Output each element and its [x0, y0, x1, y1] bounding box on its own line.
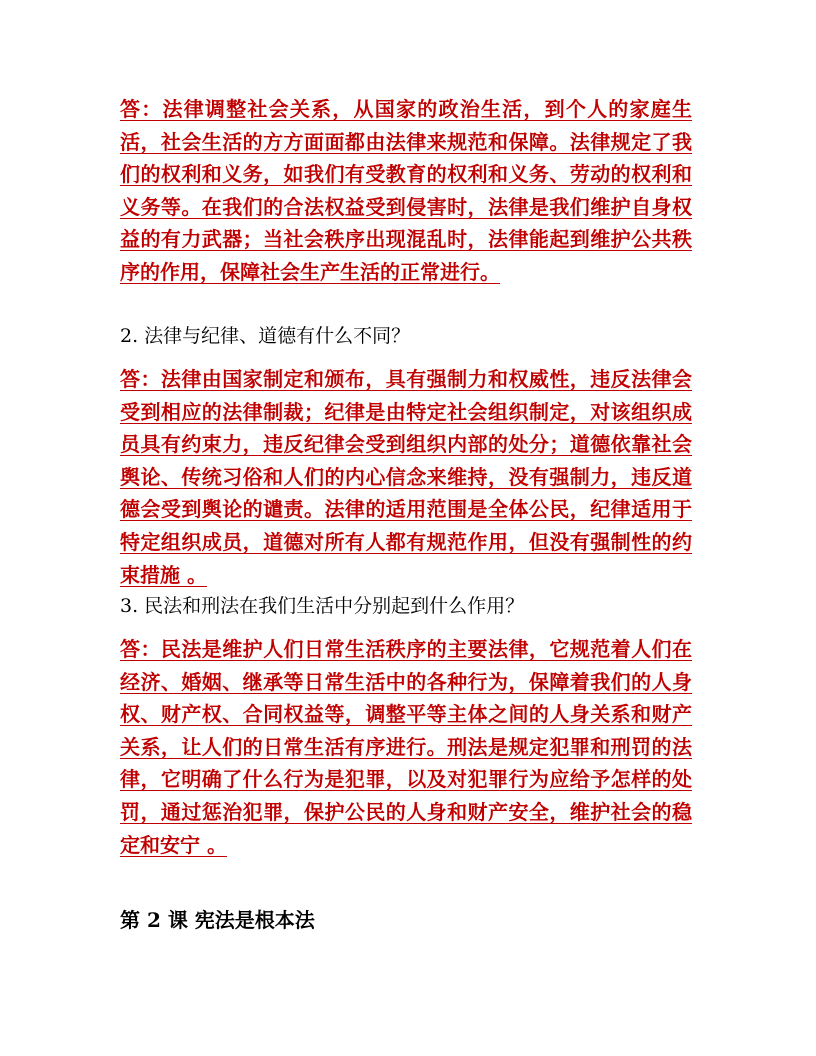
answer-2-text: 答：法律由国家制定和颁布，具有强制力和权威性，违反法律会受到相应的法律制裁；纪律是由特定社会组织制定，对该组织成员具有约束力，违反纪律会受到组织内部的处分；道德依靠社会舆论、传统习俗和人们的内心信念来维持，没有强制力，违反道德会受到舆论的谴责。法律的适用范围是全体公民，纪律适用于特定组织成员，道德对所有人都有规范作用，但没有强制性的约束措施 。 [120, 367, 692, 587]
question-3-text: 3. 民法和刑法在我们生活中分别起到什么作用？ [120, 595, 525, 617]
lesson-heading: 第 2 课 宪法是根本法 [120, 908, 315, 932]
answer-1-text: 答：法律调整社会关系，从国家的政治生活，到个人的家庭生活，社会生活的方方面面都由法律来规范和保障。法律规定了我们的权利和义务，如我们有受教育的权利和义务、劳动的权利和义务等。在我们的合法权益受到侵害时，法律是我们维护自身权益的有力武器；当社会秩序出现混乱时，法律能起到维护公共秩序的作用，保障社会生产生活的正常进行。 [120, 97, 692, 284]
question-2-text: 2. 法律与纪律、道德有什么不同？ [120, 325, 411, 347]
answer-3-text: 答：民法是维护人们日常生活秩序的主要法律，它规范着人们在经济、婚姻、继承等日常生活中的各种行为，保障着我们的人身权、财产权、合同权益等，调整平等主体之间的人身关系和财产关系，让人们的日常生活有序进行。刑法是规定犯罪和刑罚的法律，它明确了什么行为是犯罪，以及对犯罪行为应给予怎样的处罚，通过惩治犯罪，保护公民的人身和财产安全，维护社会的稳定和安宁 。 [120, 637, 692, 857]
